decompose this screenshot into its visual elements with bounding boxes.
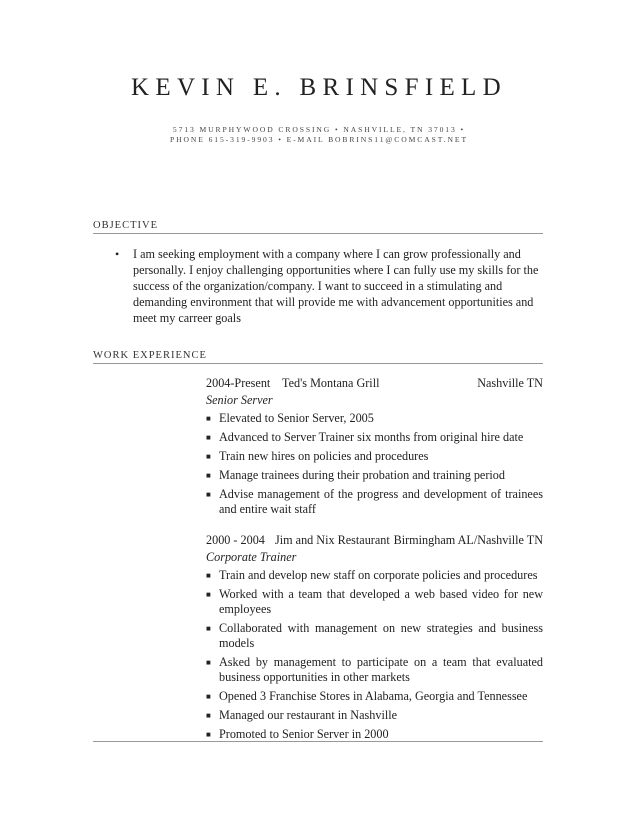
list-item: ■ Opened 3 Franchise Stores in Alabama, Georgia and Tennessee bbox=[206, 689, 528, 703]
job-company: Jim and Nix Restaurant bbox=[275, 533, 390, 547]
job-location: Nashville TN bbox=[477, 376, 543, 390]
list-item: ■ Asked by management to participate on a team that evaluated business opportunities in other markets bbox=[206, 655, 543, 684]
list-item: ■ Promoted to Senior Server in 2000 bbox=[206, 727, 389, 741]
square-bullet-icon: ■ bbox=[206, 490, 211, 499]
square-bullet-icon: ■ bbox=[206, 414, 211, 423]
square-bullet-icon: ■ bbox=[206, 590, 211, 599]
square-bullet-icon: ■ bbox=[206, 452, 211, 461]
objective-heading: OBJECTIVE bbox=[93, 220, 543, 234]
list-item: ■ Manage trainees during their probation and training period bbox=[206, 468, 505, 482]
job-company: Ted's Montana Grill bbox=[282, 376, 380, 390]
list-item: ■ Train new hires on policies and procedures bbox=[206, 449, 429, 463]
square-bullet-icon: ■ bbox=[206, 433, 211, 442]
square-bullet-icon: ■ bbox=[206, 692, 211, 701]
list-item: ■ Collaborated with management on new strategies and business models bbox=[206, 621, 543, 650]
square-bullet-icon: ■ bbox=[206, 711, 211, 720]
square-bullet-icon: ■ bbox=[206, 730, 211, 739]
bullet-icon: • bbox=[115, 247, 120, 261]
job-entry bbox=[206, 375, 543, 521]
square-bullet-icon: ■ bbox=[206, 471, 211, 480]
objective-text: I am seeking employment with a company where I can grow professionally and personally. I enjoy challenging opportunities where I can fully use my skills for the success of the organization/company. I want to succeed in a stimulating and demanding environment that will provide me with advancement opportunities and meet my carreer goals bbox=[133, 247, 539, 325]
address-line: 5713 MURPHYWOOD CROSSING • NASHVILLE, TN 37013 • bbox=[172, 125, 466, 134]
square-bullet-icon: ■ bbox=[206, 658, 211, 667]
list-item: ■ Worked with a team that developed a web based video for new employees bbox=[206, 587, 543, 616]
square-bullet-icon: ■ bbox=[206, 571, 211, 580]
list-item: ■ Train and develop new staff on corporate policies and procedures bbox=[206, 568, 538, 582]
section-divider bbox=[93, 741, 543, 742]
list-item: ■ Advise management of the progress and development of trainees and entire wait staff bbox=[206, 487, 543, 516]
job-dates: 2000 - 2004 bbox=[206, 533, 265, 547]
job-title: Corporate Trainer bbox=[206, 550, 297, 564]
job-entry bbox=[206, 532, 543, 746]
job-dates: 2004-Present bbox=[206, 376, 271, 390]
list-item: ■ Managed our restaurant in Nashville bbox=[206, 708, 398, 722]
resume-name: KEVIN E. BRINSFIELD bbox=[131, 74, 507, 101]
list-item: ■ Advanced to Server Trainer six months from original hire date bbox=[206, 430, 524, 444]
job-location: Birmingham AL/Nashville TN bbox=[393, 533, 543, 547]
contact-line: PHONE 615-319-9903 • E-MAIL BOBRINS11@COMCAST.NET bbox=[169, 135, 468, 144]
square-bullet-icon: ■ bbox=[206, 624, 211, 633]
list-item: ■ Elevated to Senior Server, 2005 bbox=[206, 411, 374, 425]
work-experience-heading: WORK EXPERIENCE bbox=[93, 350, 543, 364]
job-title: Senior Server bbox=[206, 393, 273, 407]
